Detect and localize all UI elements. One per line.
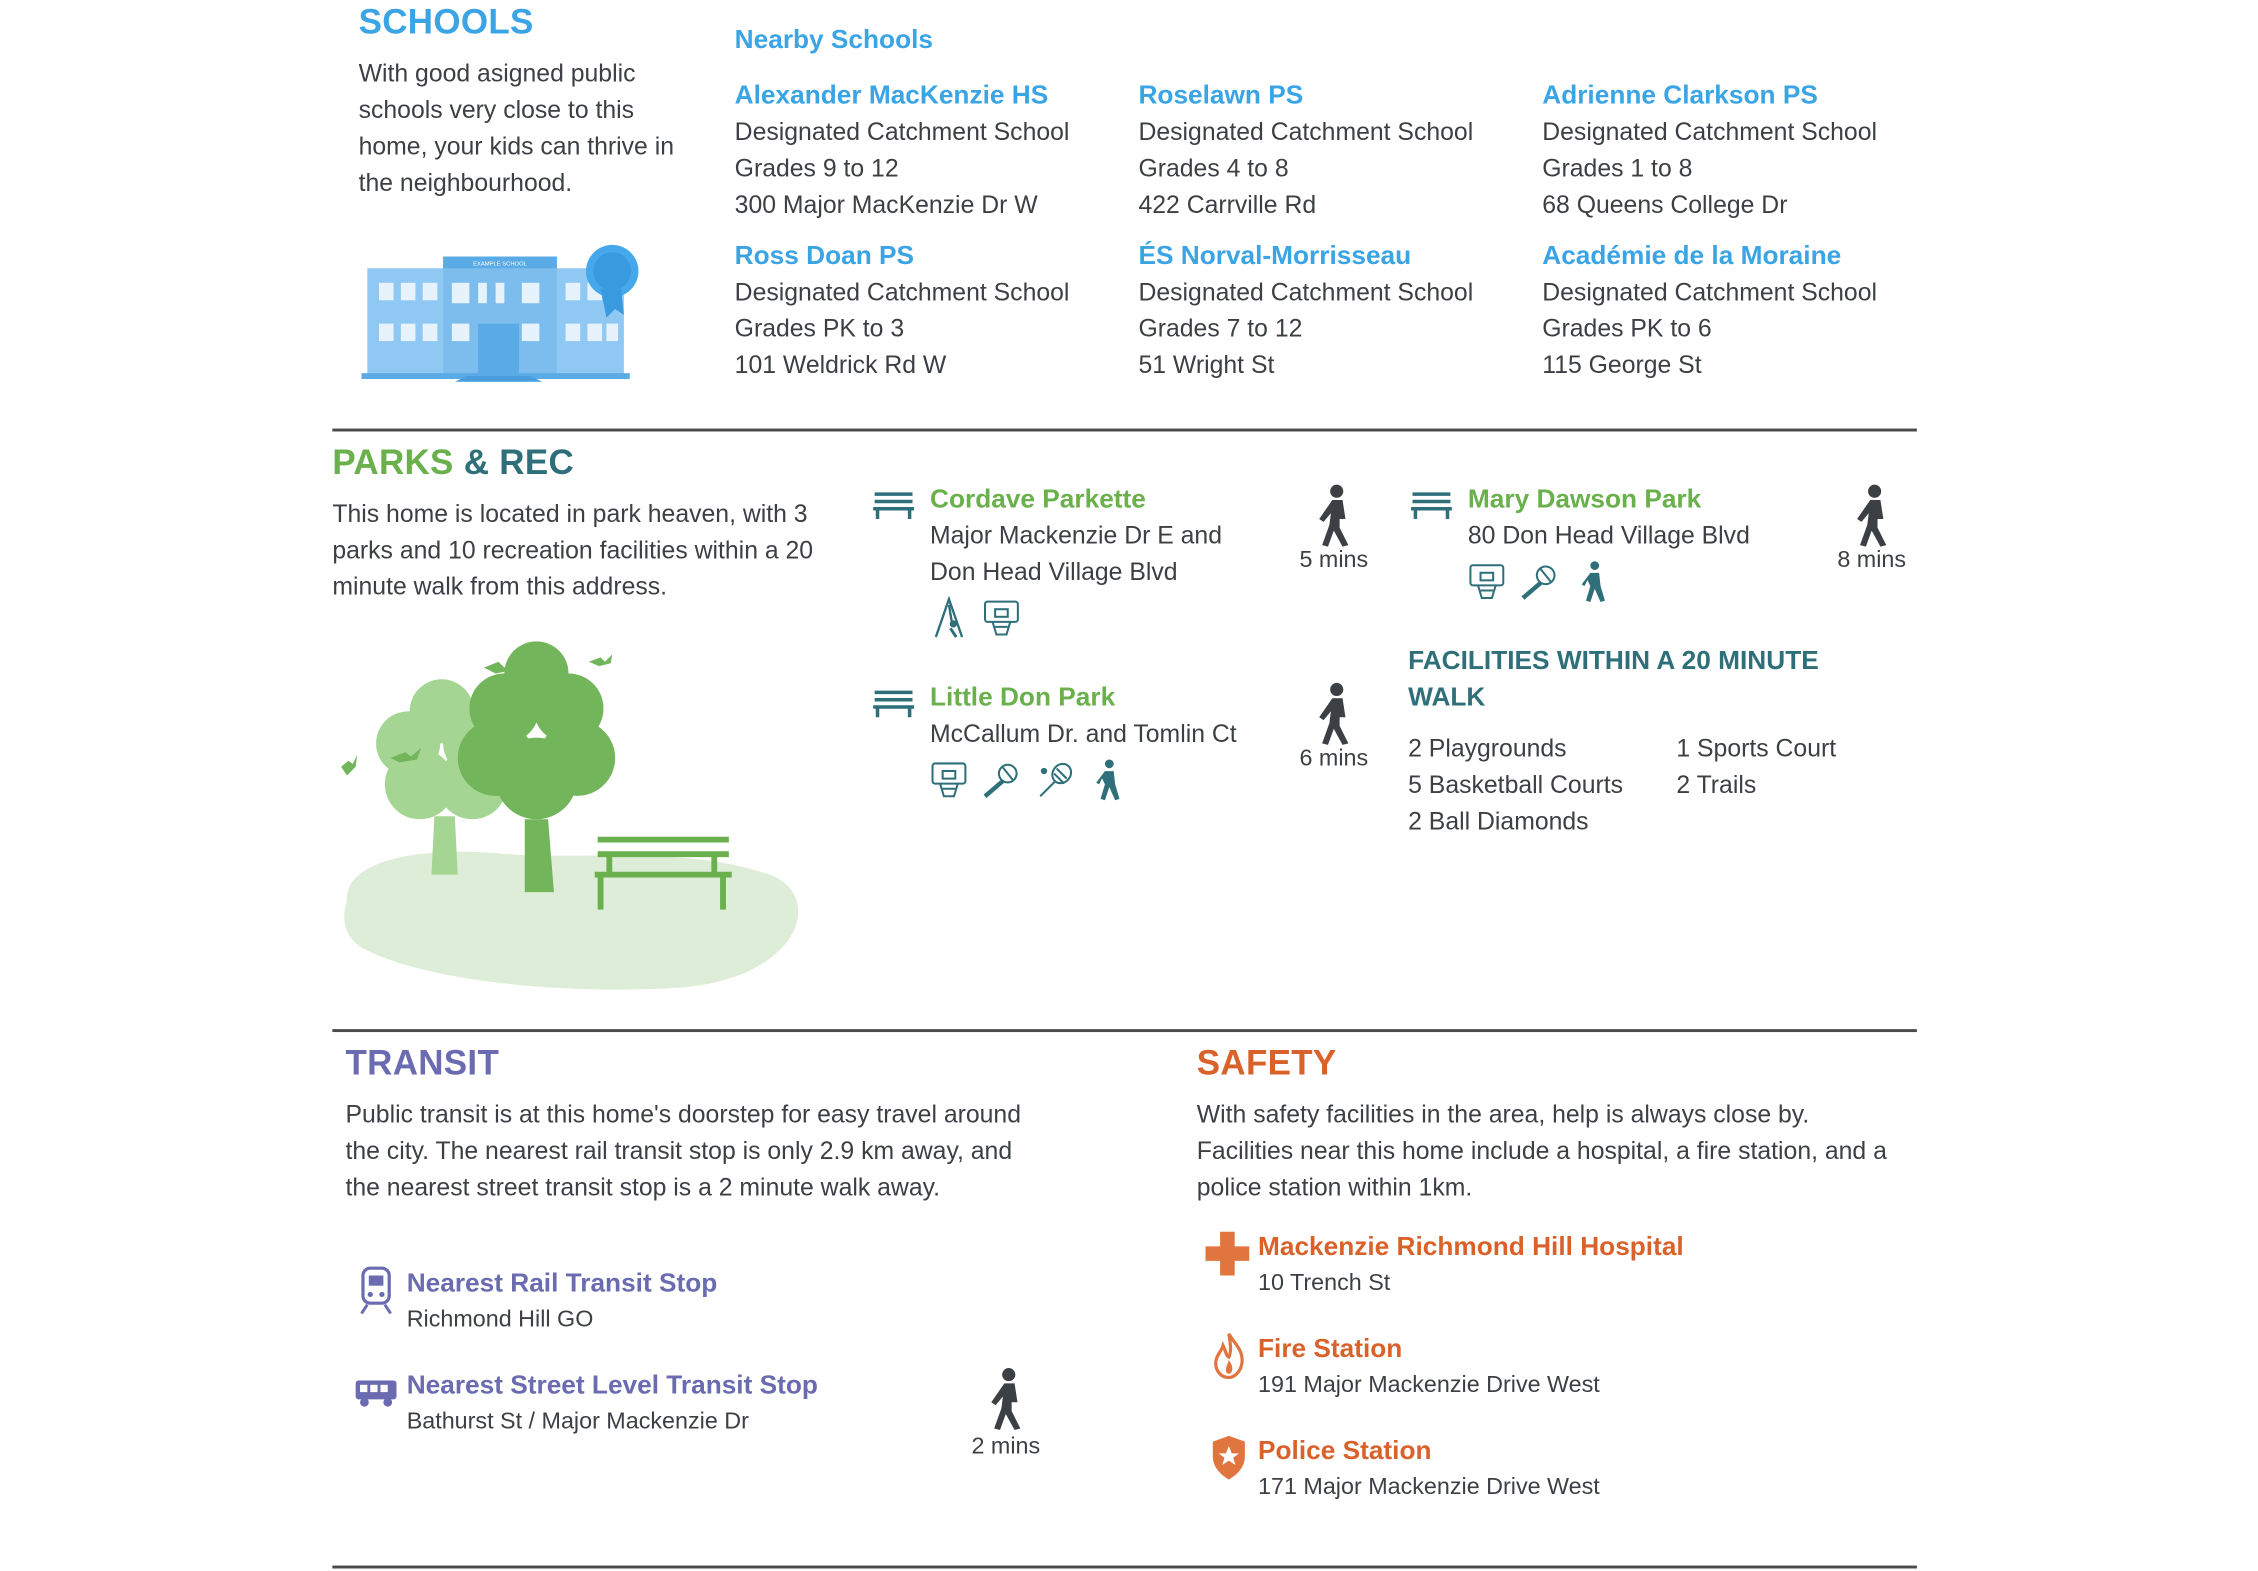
basketball-hoop-icon (1468, 560, 1506, 604)
school-name[interactable]: Adrienne Clarkson PS (1542, 80, 1818, 110)
walk-time: 2 mins (971, 1434, 1041, 1460)
train-icon (359, 1265, 394, 1315)
school-grades: Grades 9 to 12 (734, 154, 899, 183)
section-divider (332, 1029, 1917, 1032)
street-transit-value: Bathurst St / Major Mackenzie Dr (406, 1409, 749, 1435)
park-bench-icon (872, 490, 916, 522)
school-name[interactable]: ÉS Norval-Morrisseau (1138, 240, 1412, 270)
school-card[interactable] (1542, 77, 1921, 223)
park-name[interactable]: Mary Dawson Park (1467, 483, 1702, 514)
baseball-icon (983, 758, 1021, 802)
school-address: 101 Weldrick Rd W (734, 351, 947, 380)
parks-description: This home is located in park heaven, with 3 parks and 10 recreation facilities within a 20 minute walk from this address. (332, 499, 814, 601)
facility-item: 5 Basketball Courts (1408, 771, 1624, 799)
school-grades: Grades 1 to 8 (1542, 154, 1693, 183)
school-grades: Grades 4 to 8 (1138, 154, 1289, 183)
tennis-racket-icon (1036, 758, 1074, 802)
school-type: Designated Catchment School (1138, 278, 1474, 307)
trail-hiker-icon (1574, 560, 1612, 604)
rail-transit-label[interactable]: Nearest Rail Transit Stop (406, 1268, 718, 1298)
bus-icon (354, 1376, 398, 1408)
schools-description: With good asigned public schools very close to this home, your kids can thrive in the neighbourhood. (358, 59, 675, 197)
park-address-line-1: 80 Don Head Village Blvd (1467, 521, 1750, 550)
parks-title-a: PARKS (332, 443, 454, 483)
safety-item-police[interactable] (1258, 1433, 1600, 1506)
park-card[interactable] (930, 481, 1280, 640)
parks-title-b: & REC (453, 443, 575, 483)
walking-person-icon (1853, 484, 1894, 548)
park-card[interactable] (930, 679, 1280, 801)
school-type: Designated Catchment School (1138, 118, 1474, 146)
school-type: Designated Catchment School (1542, 278, 1877, 307)
park-card[interactable] (1468, 481, 1818, 603)
rail-transit-item[interactable] (407, 1265, 718, 1338)
school-card[interactable] (1138, 238, 1517, 384)
section-divider (332, 1566, 1917, 1569)
nearby-schools-label: Nearby Schools (734, 24, 933, 54)
police-badge-icon (1210, 1434, 1248, 1481)
park-address-line-1: McCallum Dr. and Tomlin Ct (930, 720, 1237, 748)
school-type: Designated Catchment School (1542, 118, 1877, 146)
safety-item-fire[interactable] (1258, 1331, 1600, 1404)
facilities-title-2: WALK (1408, 682, 1486, 712)
section-divider (332, 429, 1917, 432)
school-card[interactable] (735, 77, 1114, 223)
school-address: 51 Wright St (1138, 351, 1275, 380)
fire-flame-icon (1213, 1332, 1245, 1379)
facility-item: 2 Playgrounds (1408, 734, 1567, 763)
facility-item: 1 Sports Court (1676, 734, 1837, 763)
park-bench-icon (872, 688, 916, 720)
schools-title: SCHOOLS (358, 2, 534, 43)
basketball-hoop-icon (983, 596, 1021, 640)
park-name[interactable]: Little Don Park (930, 682, 1116, 712)
transit-title: TRANSIT (345, 1043, 500, 1084)
street-transit-item[interactable] (407, 1367, 818, 1440)
trail-hiker-icon (1089, 758, 1127, 802)
facilities-title-1: FACILITIES WITHIN A 20 MINUTE (1408, 645, 1819, 675)
safety-item-hospital[interactable] (1258, 1229, 1684, 1302)
facility-item: 2 Ball Diamonds (1408, 807, 1589, 836)
school-grades: Grades PK to 6 (1542, 314, 1712, 343)
baseball-icon (1521, 560, 1559, 604)
park-address-line-2: Don Head Village Blvd (930, 558, 1178, 586)
school-name[interactable]: Alexander MacKenzie HS (734, 80, 1049, 110)
facility-item: 2 Trails (1676, 771, 1757, 799)
safety-item-address: 191 Major Mackenzie Drive West (1257, 1373, 1600, 1398)
park-name[interactable]: Cordave Parkette (930, 483, 1146, 514)
safety-item-name[interactable]: Police Station (1257, 1435, 1432, 1465)
safety-item-address: 171 Major Mackenzie Drive West (1257, 1475, 1600, 1500)
school-grades: Grades PK to 3 (734, 314, 905, 343)
school-grades: Grades 7 to 12 (1138, 314, 1303, 343)
basketball-hoop-icon (930, 758, 968, 802)
safety-item-name[interactable]: Mackenzie Richmond Hill Hospital (1257, 1231, 1684, 1261)
school-address: 68 Queens College Dr (1542, 190, 1788, 219)
school-name[interactable]: Roselawn PS (1138, 80, 1304, 110)
school-address: 115 George St (1542, 351, 1702, 380)
walking-person-icon (1315, 682, 1356, 746)
walk-time: 6 mins (1299, 746, 1369, 772)
school-name[interactable]: Académie de la Moraine (1542, 240, 1842, 270)
school-address: 300 Major MacKenzie Dr W (734, 190, 1038, 219)
school-sign: EXAMPLE SCHOOL (473, 261, 527, 268)
facilities-col-1 (1408, 730, 1623, 839)
school-type: Designated Catchment School (734, 118, 1070, 146)
facilities-block (1408, 643, 1889, 716)
school-card[interactable] (735, 238, 1114, 384)
park-illustration (332, 641, 813, 998)
facilities-col-2 (1676, 730, 1836, 803)
walk-time: 8 mins (1837, 548, 1907, 573)
hospital-cross-icon (1204, 1230, 1251, 1277)
park-bench-icon (1410, 490, 1454, 522)
transit-description: Public transit is at this home's doorstep for easy travel around the city. The nearest rail transit stop is only 2.9 km away, and the nearest street transit stop is a 2 minute walk away. (345, 1100, 1022, 1202)
walk-time: 5 mins (1299, 548, 1369, 573)
safety-title: SAFETY (1196, 1043, 1337, 1084)
school-name[interactable]: Ross Doan PS (734, 240, 915, 270)
playground-swing-icon (930, 596, 968, 640)
school-card[interactable] (1542, 238, 1921, 384)
safety-description: With safety facilities in the area, help is always close by. Facilities near this home include a hospital, a fire station, and a police station within 1km. (1196, 1100, 1887, 1202)
school-building-illustration (362, 242, 642, 382)
safety-item-address: 10 Trench St (1257, 1271, 1391, 1296)
walking-person-icon (1315, 484, 1356, 548)
rail-transit-value: Richmond Hill GO (406, 1307, 594, 1333)
school-address: 422 Carrville Rd (1138, 190, 1317, 219)
school-card[interactable] (1138, 77, 1517, 223)
walking-person-icon (987, 1367, 1028, 1431)
park-address-line-1: Major Mackenzie Dr E and (930, 521, 1223, 550)
parks-title (332, 443, 574, 484)
school-type: Designated Catchment School (734, 278, 1070, 307)
safety-item-name[interactable]: Fire Station (1257, 1333, 1403, 1363)
street-transit-label[interactable]: Nearest Street Level Transit Stop (406, 1370, 818, 1400)
